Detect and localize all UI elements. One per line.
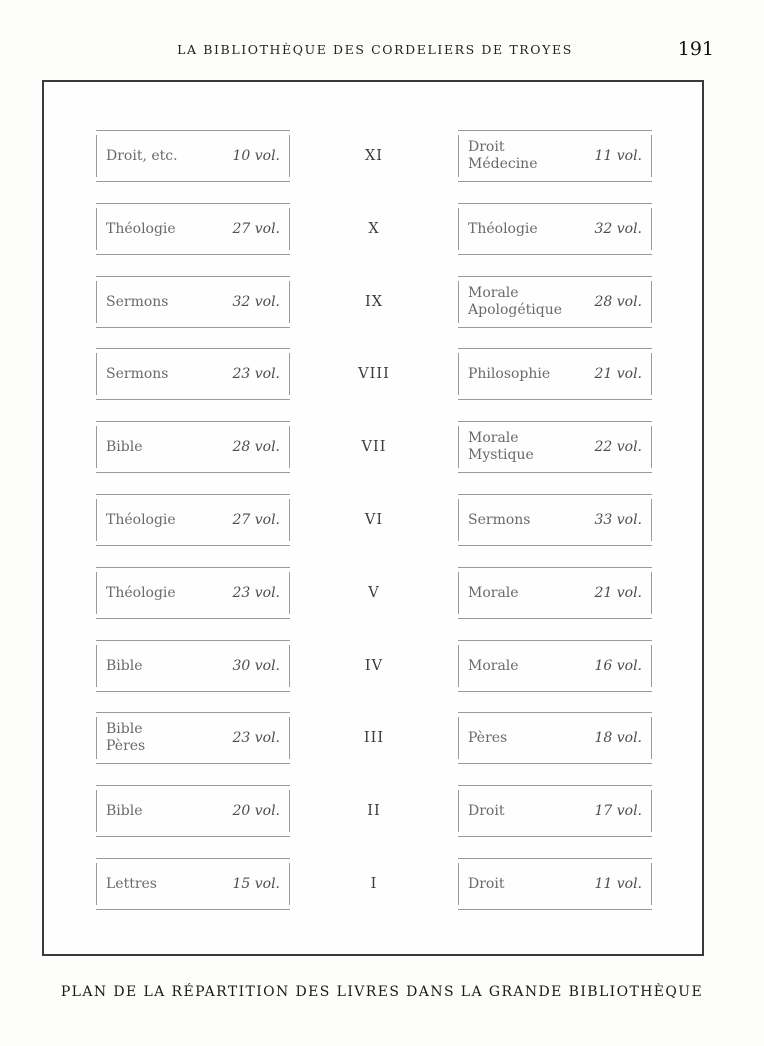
shelf-subject: Philosophie [468,365,551,382]
shelf-subject: Théologie [106,584,176,601]
shelf-subjects [106,568,176,618]
figure-caption: PLAN DE LA RÉPARTITION DES LIVRES DANS LA GRANDE BIBLIOTHÈQUE [60,984,704,1000]
shelf-subjects [106,422,143,472]
shelf-subjects [468,568,519,618]
right-shelf-box [458,421,652,473]
right-shelf-box [458,276,652,328]
shelf-subjects [106,859,157,909]
left-shelf-box [96,348,290,400]
shelf-volume-count: 30 vol. [232,658,280,674]
shelf-subject: Morale [468,584,519,601]
shelf-subjects [468,131,538,181]
shelf-volume-count: 28 vol. [232,439,280,455]
shelf-subjects [106,131,178,181]
shelf-subjects [468,349,550,399]
shelf-row [44,858,702,912]
shelf-subject: Morale [468,285,519,301]
shelf-number: VI [364,512,384,528]
shelf-row [44,567,702,621]
shelf-volume-count: 22 vol. [594,439,642,455]
shelf-subject: Sermons [106,293,169,310]
shelf-subject: Mystique [468,447,534,463]
right-shelf-box [458,785,652,837]
shelf-subject: Droit [468,802,505,819]
shelf-subject: Bible [106,438,143,455]
shelf-subjects [468,786,504,836]
right-shelf-box [458,348,652,400]
left-shelf-box [96,203,290,255]
shelf-row [44,130,702,184]
left-shelf-box [96,494,290,546]
shelf-subjects [106,349,168,399]
shelf-row [44,276,702,330]
shelf-number: XI [364,148,384,164]
shelf-volume-count: 27 vol. [232,221,280,237]
shelf-subjects [468,859,504,909]
shelf-subjects [468,495,530,545]
shelf-row [44,421,702,475]
shelf-subjects [468,641,519,691]
shelf-subject: Lettres [106,875,157,892]
shelf-number: VII [361,439,387,455]
shelf-subject: Pères [468,729,508,746]
shelf-volume-count: 27 vol. [232,512,280,528]
shelf-volume-count: 20 vol. [232,803,280,819]
shelf-subjects [468,204,538,254]
left-shelf-box [96,785,290,837]
shelf-subjects [106,495,176,545]
right-shelf-box [458,858,652,910]
shelf-row [44,348,702,402]
shelf-subject: Apologétique [468,302,563,318]
shelf-number: V [368,585,380,601]
shelf-subject: Bible [106,657,143,674]
shelf-number: IX [364,294,384,310]
left-shelf-box [96,421,290,473]
shelf-row [44,494,702,548]
left-shelf-box [96,276,290,328]
shelf-number: X [368,221,380,237]
shelf-volume-count: 28 vol. [594,294,642,310]
shelf-subject: Théologie [106,220,176,237]
shelf-row [44,640,702,694]
shelf-number: III [363,730,385,746]
shelf-subject: Droit [468,875,505,892]
shelf-volume-count: 10 vol. [232,148,280,164]
shelf-subjects [106,277,168,327]
shelf-volume-count: 23 vol. [232,585,280,601]
shelf-subjects [468,422,534,472]
shelf-volume-count: 16 vol. [594,658,642,674]
shelf-subjects [106,641,143,691]
left-shelf-box [96,712,290,764]
shelf-volume-count: 23 vol. [232,366,280,382]
shelf-subject: Bible [106,721,143,737]
left-shelf-box [96,130,290,182]
shelf-subjects [106,786,143,836]
shelf-subject: Théologie [468,220,538,237]
shelf-subjects [106,713,145,763]
shelf-volume-count: 21 vol. [594,585,642,601]
shelf-number: I [370,876,378,892]
shelf-number: VIII [358,366,390,382]
shelf-subject: Théologie [106,511,176,528]
shelf-volume-count: 15 vol. [232,876,280,892]
shelf-subjects [106,204,176,254]
right-shelf-box [458,130,652,182]
shelf-subjects [468,713,507,763]
shelf-subject: Droit, etc. [106,147,178,164]
shelf-subject: Pères [106,738,146,754]
shelf-subject: Morale [468,657,519,674]
shelf-volume-count: 17 vol. [594,803,642,819]
shelf-row [44,712,702,766]
shelf-subject: Bible [106,802,143,819]
shelf-volume-count: 18 vol. [594,730,642,746]
left-shelf-box [96,640,290,692]
shelf-volume-count: 21 vol. [594,366,642,382]
shelf-subject: Médecine [468,156,538,172]
shelf-volume-count: 33 vol. [594,512,642,528]
shelf-subject: Sermons [106,365,169,382]
shelf-subject: Droit [468,139,505,155]
right-shelf-box [458,203,652,255]
shelf-volume-count: 11 vol. [594,148,642,164]
shelf-volume-count: 32 vol. [232,294,280,310]
shelf-volume-count: 32 vol. [594,221,642,237]
shelf-row [44,203,702,257]
right-shelf-box [458,567,652,619]
shelf-volume-count: 11 vol. [594,876,642,892]
shelf-subject: Morale [468,430,519,446]
shelf-subjects [468,277,562,327]
shelf-subject: Sermons [468,511,531,528]
shelf-volume-count: 23 vol. [232,730,280,746]
left-shelf-box [96,858,290,910]
left-shelf-box [96,567,290,619]
shelf-number: II [367,803,381,819]
shelf-row [44,785,702,839]
page-number: 191 [677,38,714,60]
library-plan [42,80,704,956]
right-shelf-box [458,494,652,546]
shelf-number: IV [364,658,384,674]
right-shelf-box [458,712,652,764]
right-shelf-box [458,640,652,692]
running-head: LA BIBLIOTHÈQUE DES CORDELIERS DE TROYES [177,42,573,57]
